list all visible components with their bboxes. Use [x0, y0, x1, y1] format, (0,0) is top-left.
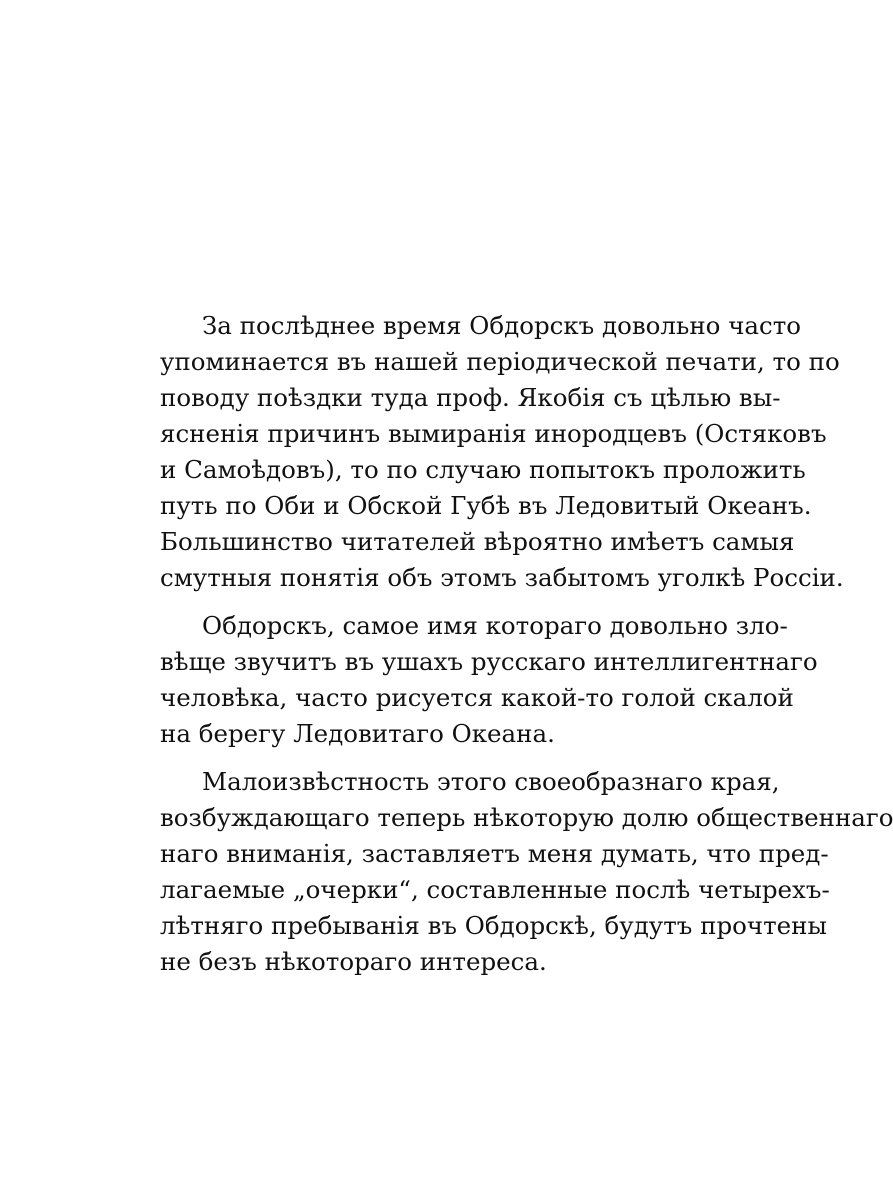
paragraph-line: Малоизвѣстность этого своеобразнаго края, [202, 767, 780, 796]
paragraph-line: не безъ нѣкотораго интереса. [160, 947, 547, 976]
paragraph-line: Большинство читателей вѣроятно имѣетъ самыя [160, 527, 795, 556]
paragraph-2 [160, 608, 818, 752]
paragraph-line: человѣка, часто рисуется какой-то голой скалой [160, 683, 794, 712]
paragraph-line: упоминается въ нашей періодической печати, то по [160, 347, 840, 376]
paragraph-line: возбуждающаго теперь нѣкоторую долю общественнаго [160, 803, 893, 832]
paragraph-line: смутныя понятія объ этомъ забытомъ уголкѣ Россіи. [160, 563, 844, 592]
paragraph-line: на берегу Ледовитаго Океана. [160, 719, 555, 748]
paragraph-1 [160, 308, 844, 596]
paragraph-line: наго вниманія, заставляетъ меня думать, что пред- [160, 839, 829, 868]
paragraph-line: ясненія причинъ вымиранія инородцевъ (Остяковъ [160, 419, 827, 448]
paragraph-line: За послѣднее время Обдорскъ довольно часто [202, 311, 802, 340]
paragraph-line: вѣще звучитъ въ ушахъ русскаго интеллигентнаго [160, 647, 818, 676]
paragraph-3 [160, 764, 893, 980]
paragraph-line: лагаемые „очерки“, составленные послѣ четырехъ- [160, 875, 830, 904]
paragraph-line: поводу поѣздки туда проф. Якобія съ цѣлью вы- [160, 383, 781, 412]
paragraph-line: Обдорскъ, самое имя котораго довольно зло- [202, 611, 788, 640]
paragraph-line: лѣтняго пребыванія въ Обдорскѣ, будутъ прочтены [160, 911, 827, 940]
paragraph-line: путь по Оби и Обской Губѣ въ Ледовитый Океанъ. [160, 491, 812, 520]
body-text [160, 308, 893, 992]
paragraph-line: и Самоѣдовъ), то по случаю попытокъ проложить [160, 455, 806, 484]
